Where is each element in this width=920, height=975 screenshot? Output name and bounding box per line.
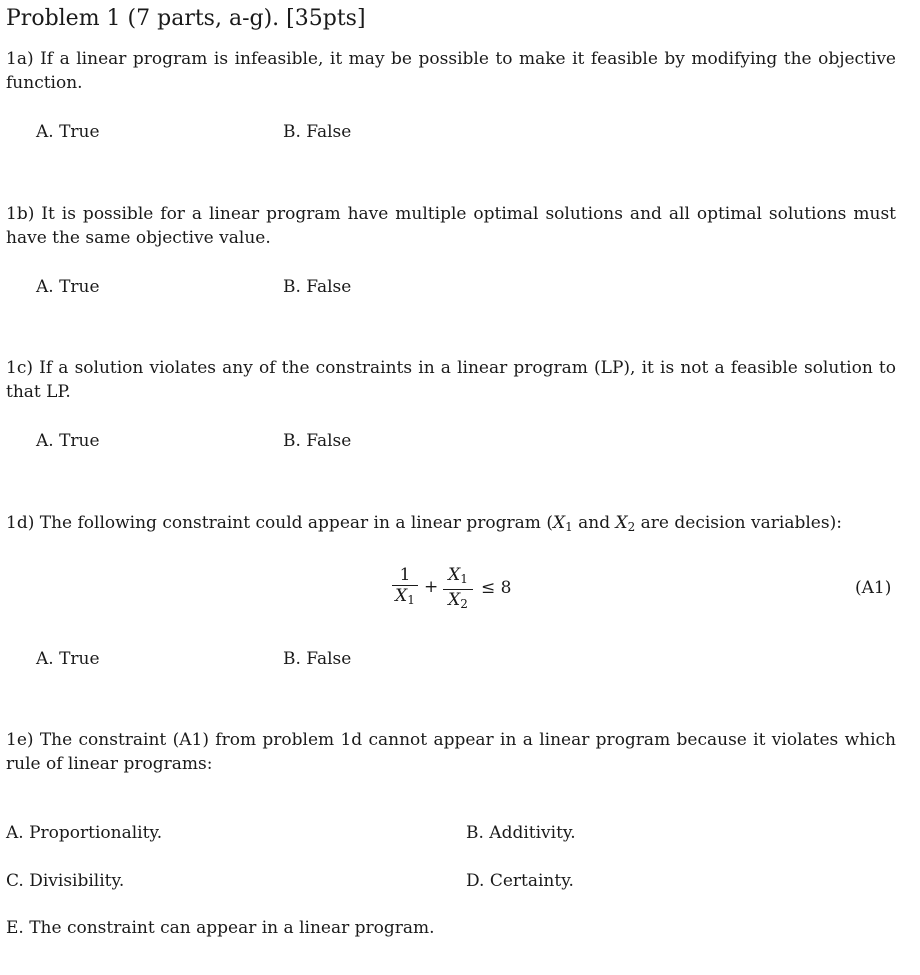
q1c-option-a[interactable]: A. True (36, 431, 100, 451)
question-1e-text: 1e) The constraint (A1) from problem 1d cannot appear in a linear program because it violates which rule of linear programs: (6, 730, 896, 774)
plus-sign: + (424, 577, 439, 597)
q1c-option-b[interactable]: B. False (283, 431, 352, 451)
problem-title: Problem 1 (7 parts, a-g). [35pts] (6, 6, 366, 31)
q1d-option-a[interactable]: A. True (36, 649, 100, 669)
question-1a-text: 1a) If a linear program is infeasible, it may be possible to make it feasible by modifying the objective function. (6, 49, 896, 93)
q1e-option-b[interactable]: B. Additivity. (466, 823, 576, 843)
frac2-denominator: $X_2$ (448, 590, 468, 611)
frac2-numerator: $X_1$ (448, 565, 468, 586)
q1b-option-a[interactable]: A. True (36, 277, 100, 297)
q1d-option-b[interactable]: B. False (283, 649, 352, 669)
q1e-option-a[interactable]: A. Proportionality. (6, 823, 163, 843)
q1b-option-b[interactable]: B. False (283, 277, 352, 297)
var-x2: X (615, 513, 628, 533)
sub-2: 2 (627, 520, 636, 534)
q1d-tail: are decision variables): (635, 513, 842, 533)
q1d-and: and (572, 513, 616, 533)
question-1d-text (6, 511, 842, 539)
frac1-numerator: 1 (399, 565, 411, 585)
q1e-option-e[interactable]: E. The constraint can appear in a linear program. (6, 918, 435, 938)
fraction-1-over-x1 (392, 565, 418, 610)
q1a-option-b[interactable]: B. False (283, 122, 352, 142)
q1a-option-a[interactable]: A. True (36, 122, 100, 142)
less-equal-8: ≤ 8 (481, 578, 512, 598)
fraction-x1-over-x2 (443, 565, 473, 614)
question-1b-text: 1b) It is possible for a linear program have multiple optimal solutions and all optimal solutions must have the same objective value. (6, 204, 896, 248)
q1e-option-d[interactable]: D. Certainty. (466, 871, 574, 891)
frac1-denominator: $X_1$ (395, 586, 415, 607)
question-1c-text: 1c) If a solution violates any of the constraints in a linear program (LP), it is not a feasible solution to that LP. (6, 358, 896, 402)
q1e-option-c[interactable]: C. Divisibility. (6, 871, 125, 891)
q1d-lead: 1d) The following constraint could appear in a linear program ( (6, 513, 553, 533)
sub-1: 1 (565, 520, 573, 534)
equation-label: (A1) (855, 578, 892, 598)
var-x1: X (552, 513, 566, 533)
